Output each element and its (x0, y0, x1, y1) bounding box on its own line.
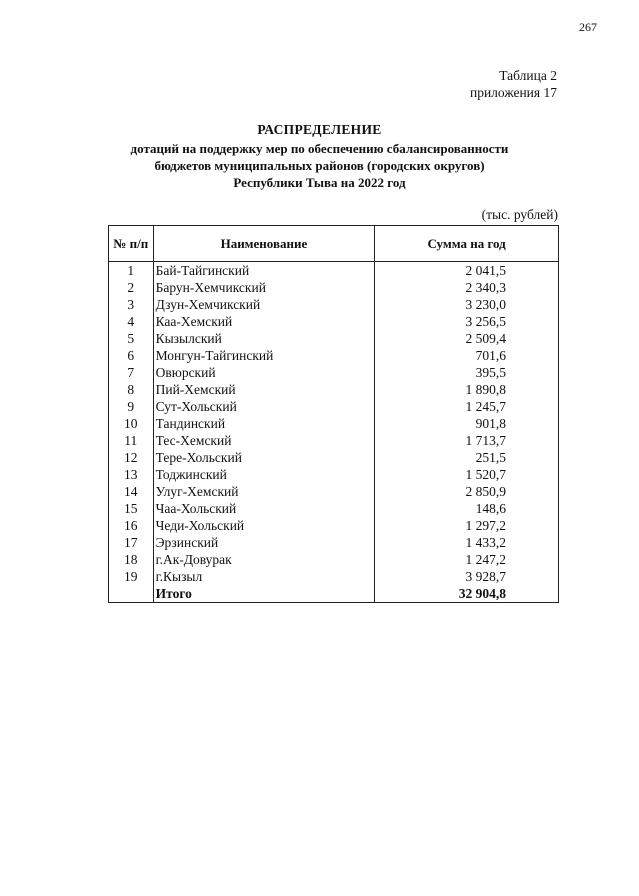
table-row (109, 500, 559, 517)
page-number: 267 (579, 20, 597, 34)
row-num: 12 (109, 449, 154, 466)
table-row (109, 551, 559, 568)
row-sum: 1 520,7 (375, 466, 559, 483)
table-reference (470, 67, 557, 101)
row-num: 5 (109, 330, 154, 347)
document-title (0, 121, 639, 191)
row-sum: 3 256,5 (375, 313, 559, 330)
row-sum: 1 433,2 (375, 534, 559, 551)
table-row (109, 347, 559, 364)
table-body (109, 262, 559, 603)
row-sum: 395,5 (375, 364, 559, 381)
row-num: 11 (109, 432, 154, 449)
table-row (109, 279, 559, 296)
row-name: Улуг-Хемский (153, 483, 375, 500)
row-name: Сут-Хольский (153, 398, 375, 415)
row-sum: 2 850,9 (375, 483, 559, 500)
row-name: Чаа-Хольский (153, 500, 375, 517)
row-name: Барун-Хемчикский (153, 279, 375, 296)
row-name: Тандинский (153, 415, 375, 432)
row-name: Тес-Хемский (153, 432, 375, 449)
table-row (109, 466, 559, 483)
row-name: Тере-Хольский (153, 449, 375, 466)
header-sum: Сумма на год (375, 226, 559, 262)
row-sum: 148,6 (375, 500, 559, 517)
row-num: 18 (109, 551, 154, 568)
table-row (109, 296, 559, 313)
row-sum: 2 340,3 (375, 279, 559, 296)
row-name: Тоджинский (153, 466, 375, 483)
row-name: г.Кызыл (153, 568, 375, 585)
table-row (109, 483, 559, 500)
row-name: Овюрский (153, 364, 375, 381)
row-sum: 1 247,2 (375, 551, 559, 568)
row-sum: 1 890,8 (375, 381, 559, 398)
table-row (109, 432, 559, 449)
row-num: 15 (109, 500, 154, 517)
table-row (109, 449, 559, 466)
total-row (109, 585, 559, 603)
header-num: № п/п (109, 226, 154, 262)
row-num: 9 (109, 398, 154, 415)
row-num: 17 (109, 534, 154, 551)
row-sum: 3 230,0 (375, 296, 559, 313)
row-num: 16 (109, 517, 154, 534)
table-row (109, 398, 559, 415)
table-row (109, 313, 559, 330)
row-name: Эрзинский (153, 534, 375, 551)
row-num: 2 (109, 279, 154, 296)
table-row (109, 534, 559, 551)
title-line1: дотаций на поддержку мер по обеспечению сбалансированности (130, 141, 509, 156)
row-sum: 251,5 (375, 449, 559, 466)
row-sum: 3 928,7 (375, 568, 559, 585)
distribution-table (108, 225, 559, 603)
row-name: Кызылский (153, 330, 375, 347)
table-row (109, 517, 559, 534)
row-sum: 701,6 (375, 347, 559, 364)
table-row (109, 262, 559, 280)
table-ref-line1: Таблица 2 (499, 68, 557, 83)
row-name: Дзун-Хемчикский (153, 296, 375, 313)
table-row (109, 330, 559, 347)
row-sum: 901,8 (375, 415, 559, 432)
row-sum: 2 041,5 (375, 262, 559, 280)
row-sum: 1 713,7 (375, 432, 559, 449)
row-sum: 2 509,4 (375, 330, 559, 347)
row-num: 8 (109, 381, 154, 398)
row-num: 3 (109, 296, 154, 313)
row-name: Каа-Хемский (153, 313, 375, 330)
row-num: 19 (109, 568, 154, 585)
row-name: г.Ак-Довурак (153, 551, 375, 568)
table-header-row (109, 226, 559, 262)
row-sum: 1 245,7 (375, 398, 559, 415)
table-ref-line2: приложения 17 (469, 85, 557, 100)
total-sum: 32 904,8 (375, 585, 559, 603)
total-label: Итого (153, 585, 375, 603)
row-num: 14 (109, 483, 154, 500)
row-num: 6 (109, 347, 154, 364)
row-name: Монгун-Тайгинский (153, 347, 375, 364)
table-row (109, 364, 559, 381)
row-num: 10 (109, 415, 154, 432)
row-name: Пий-Хемский (153, 381, 375, 398)
row-num: 7 (109, 364, 154, 381)
header-name: Наименование (153, 226, 375, 262)
units-label: (тыс. рублей) (481, 207, 558, 222)
table-row (109, 568, 559, 585)
row-sum: 1 297,2 (375, 517, 559, 534)
row-num: 4 (109, 313, 154, 330)
title-line3: Республики Тыва на 2022 год (233, 175, 406, 190)
row-name: Чеди-Хольский (153, 517, 375, 534)
row-name: Бай-Тайгинский (153, 262, 375, 280)
table-row (109, 381, 559, 398)
total-num (109, 585, 154, 603)
row-num: 13 (109, 466, 154, 483)
table-row (109, 415, 559, 432)
title-main: РАСПРЕДЕЛЕНИЕ (257, 122, 382, 137)
title-line2: бюджетов муниципальных районов (городских округов) (154, 158, 485, 173)
row-num: 1 (109, 262, 154, 280)
